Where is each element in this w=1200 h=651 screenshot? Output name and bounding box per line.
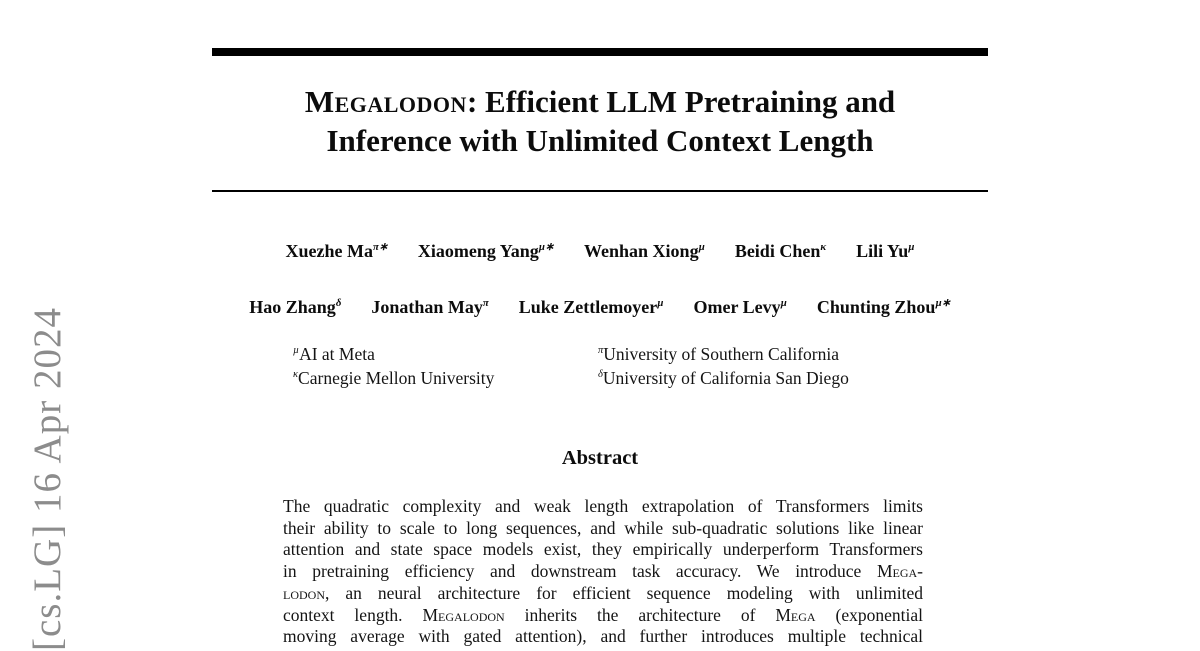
affiliation-marker: µ bbox=[293, 345, 300, 357]
abstract-line bbox=[283, 626, 923, 648]
author-affiliation-marker: µ∗ bbox=[538, 241, 555, 253]
title-line bbox=[212, 121, 988, 160]
small-caps-text: Megalodon bbox=[304, 84, 467, 119]
title-rule-top bbox=[212, 48, 988, 56]
affiliation-item bbox=[598, 343, 849, 367]
author-affiliation-marker: κ bbox=[820, 241, 827, 253]
text-run: The quadratic complexity and weak length extrapolation of Transformers limits bbox=[283, 496, 923, 516]
text-run: context length. bbox=[283, 604, 423, 625]
abstract-text bbox=[283, 496, 923, 648]
author-name: Chunting Zhou$^{\mu∗}$ bbox=[816, 297, 951, 317]
text-run: (exponential bbox=[815, 604, 923, 625]
abstract-line bbox=[283, 496, 923, 518]
affiliation-marker: κ bbox=[293, 368, 299, 380]
author-affiliation-marker: µ bbox=[908, 241, 915, 253]
author-name: Omer Levy$^\mu$ bbox=[693, 297, 787, 317]
author-list bbox=[202, 241, 998, 353]
text-run: inherits the architecture of bbox=[504, 604, 776, 625]
affiliations-left-column bbox=[293, 343, 494, 390]
author-name: Wenhan Xiong$^\mu$ bbox=[584, 241, 705, 261]
text-run: moving average with gated attention), and further introduces multiple technical bbox=[283, 626, 923, 647]
title-line bbox=[212, 82, 988, 121]
author-affiliation-marker: µ bbox=[698, 241, 705, 253]
affiliation-name: Carnegie Mellon University bbox=[298, 367, 495, 388]
author-name: Hao Zhang$^\delta$ bbox=[249, 297, 342, 317]
small-caps-text: Mega bbox=[775, 604, 816, 625]
text-run: : Efficient LLM Pretraining and bbox=[466, 84, 896, 119]
abstract-line bbox=[283, 583, 923, 605]
text-run: attention and state space models exist, they empirically underperform Transformers bbox=[283, 539, 923, 560]
affiliation-name: AI at Meta bbox=[299, 344, 375, 364]
text-run: Inference with Unlimited Context Length bbox=[326, 123, 874, 158]
arxiv-watermark: [cs.LG] 16 Apr 2024 bbox=[26, 307, 69, 651]
affiliations-right-column bbox=[598, 343, 849, 390]
abstract-line bbox=[283, 605, 923, 627]
author-affiliation-marker: µ bbox=[657, 297, 664, 309]
affiliation-item bbox=[598, 367, 849, 391]
author-affiliation-marker: µ∗ bbox=[935, 297, 951, 309]
text-run: in pretraining efficiency and downstream task accuracy. We introduce bbox=[283, 561, 877, 582]
abstract-line bbox=[283, 539, 923, 561]
abstract-heading: Abstract bbox=[561, 447, 639, 469]
small-caps-text: Mega- bbox=[876, 561, 923, 582]
author-name: Xiaomeng Yang$^{\mu∗}$ bbox=[417, 241, 555, 261]
abstract-line bbox=[283, 561, 923, 583]
author-affiliation-marker: π∗ bbox=[372, 241, 388, 253]
small-caps-text: Megalodon bbox=[422, 604, 505, 625]
affiliation-item bbox=[293, 367, 494, 391]
small-caps-text: lodon bbox=[283, 582, 325, 603]
author-affiliation-marker: µ bbox=[780, 297, 787, 309]
author-name: Beidi Chen$^\kappa$ bbox=[734, 241, 827, 261]
affiliation-marker: δ bbox=[598, 368, 603, 380]
affiliation-item bbox=[293, 343, 494, 367]
author-name: Luke Zettlemoyer$^\mu$ bbox=[518, 297, 664, 317]
author-name: Jonathan May$^\pi$ bbox=[371, 297, 489, 317]
abstract-line bbox=[283, 518, 923, 540]
text-run: , an neural architecture for efficient sequence modeling with unlimited bbox=[325, 582, 923, 603]
affiliation-name: University of Southern California bbox=[603, 344, 839, 364]
text-run: their ability to scale to long sequences, and while sub-quadratic solutions like linear bbox=[283, 517, 923, 538]
authors-row bbox=[202, 241, 998, 297]
affiliation-marker: π bbox=[598, 345, 604, 357]
paper-title bbox=[212, 82, 988, 160]
affiliation-name: University of California San Diego bbox=[602, 367, 849, 388]
title-rule-bottom bbox=[212, 190, 988, 192]
author-affiliation-marker: π bbox=[482, 297, 489, 309]
author-name: Xuezhe $Ma^{\pi∗}$ bbox=[285, 241, 388, 261]
author-affiliation-marker: δ bbox=[335, 297, 342, 309]
author-name: Lili $Yu^\mu$ bbox=[856, 241, 915, 261]
